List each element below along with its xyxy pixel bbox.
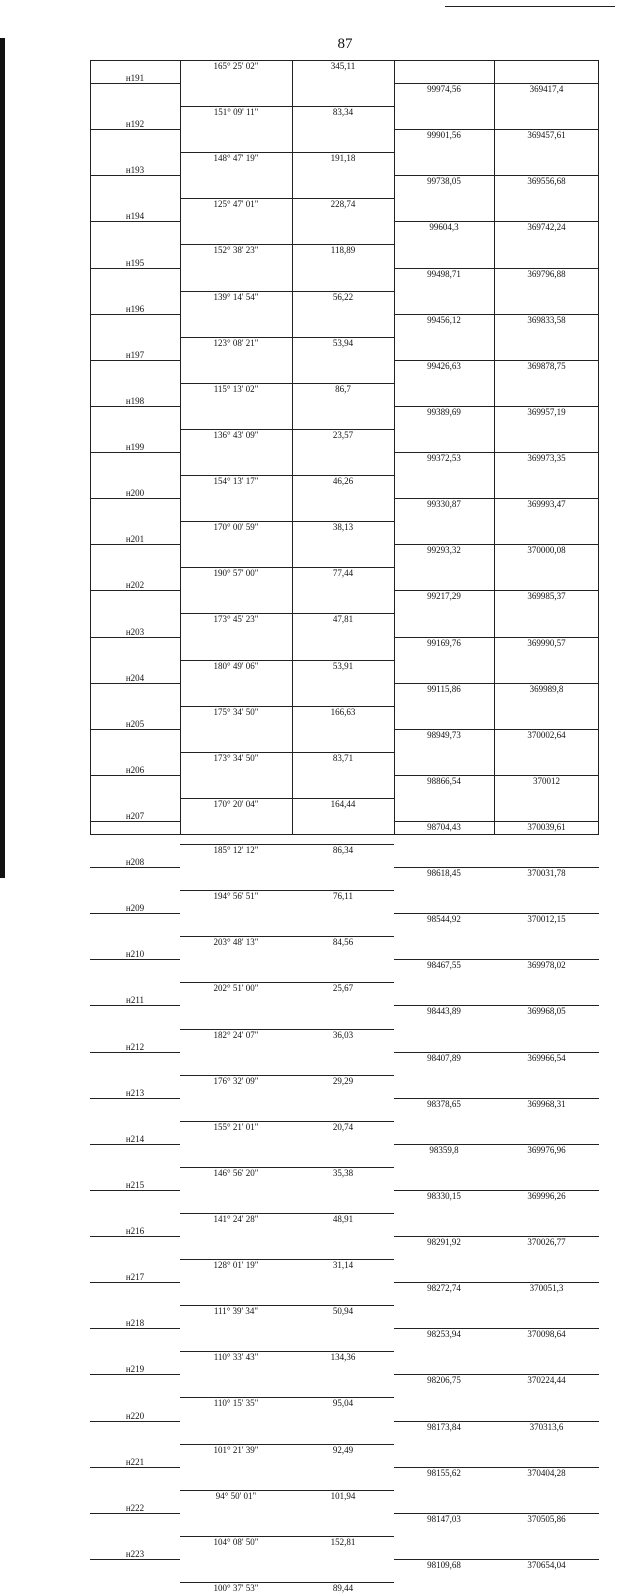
point-name: н195	[125, 257, 145, 268]
distance-value: 38,13	[332, 522, 354, 533]
x-coordinate: 99389,69	[427, 406, 461, 417]
point-name: н222	[125, 1502, 145, 1513]
bearing-value: 155° 21' 01"	[213, 1121, 259, 1132]
point-name: н206	[125, 764, 145, 775]
y-coordinate: 370404,28	[527, 1467, 566, 1478]
bearing-value: 173° 34' 50"	[213, 752, 259, 763]
y-coordinate: 369978,02	[527, 960, 566, 971]
y-coordinate: 369990,57	[527, 637, 566, 648]
distance-value: 47,81	[332, 614, 354, 625]
distance-value: 152,81	[330, 1536, 356, 1547]
distance-value: 25,67	[332, 983, 354, 994]
bearing-value: 136° 43' 09"	[213, 429, 259, 440]
distance-value: 46,26	[332, 476, 354, 487]
x-coordinate: 98467,55	[427, 960, 461, 971]
bearing-value: 173° 45' 23"	[213, 614, 259, 625]
x-coordinate: 99901,56	[427, 130, 461, 141]
column-divider	[180, 60, 181, 835]
x-coordinate: 98704,43	[427, 821, 461, 832]
distance-value: 20,74	[332, 1121, 354, 1132]
point-name: н191	[125, 73, 145, 84]
bearing-value: 110° 15' 35"	[213, 1398, 259, 1409]
distance-value: 48,91	[332, 1214, 354, 1224]
bearing-value: 190° 57' 00"	[213, 568, 259, 579]
distance-value: 84,56	[332, 937, 354, 948]
page-number: 87	[337, 36, 353, 52]
distance-value: 53,91	[332, 660, 354, 671]
y-coordinate: 369833,58	[527, 314, 566, 325]
bearing-value: 176° 32' 09"	[213, 1075, 259, 1086]
point-name: н198	[125, 395, 145, 406]
y-coordinate: 369878,75	[527, 360, 566, 371]
distance-value: 76,11	[333, 891, 353, 902]
x-coordinate: 98206,75	[427, 1375, 461, 1386]
y-coordinate: 369973,35	[527, 453, 566, 464]
point-name: н216	[125, 1226, 145, 1237]
distance-value: 118,89	[330, 245, 356, 256]
point-name: н201	[125, 534, 145, 545]
bearing-value: 100° 37' 53"	[213, 1582, 259, 1593]
distance-value: 36,03	[332, 1029, 354, 1040]
y-coordinate: 369985,37	[527, 591, 566, 602]
distance-value: 23,57	[332, 429, 354, 440]
x-coordinate: 98147,03	[427, 1513, 461, 1524]
y-coordinate: 370012	[533, 775, 560, 786]
x-coordinate: 98253,94	[427, 1329, 461, 1340]
y-coordinate: 370654,04	[527, 1559, 566, 1570]
x-coordinate: 99738,05	[427, 176, 461, 187]
y-coordinate: 370031,78	[527, 868, 566, 879]
x-coordinate: 98866,54	[427, 775, 461, 786]
y-coordinate: 370051,3	[529, 1283, 564, 1294]
point-name: н221	[125, 1456, 145, 1467]
bearing-value: 185° 12' 12"	[213, 845, 259, 856]
distance-value: 86,7	[335, 383, 351, 394]
x-coordinate: 99426,63	[427, 360, 461, 371]
y-coordinate: 369968,31	[527, 1098, 566, 1109]
point-name: н223	[125, 1548, 145, 1559]
x-coordinate: 99330,87	[427, 499, 461, 510]
point-name: н220	[125, 1410, 145, 1421]
point-name: н218	[125, 1318, 145, 1329]
bearing-value: 202° 51' 00"	[213, 983, 259, 994]
bearing-value: 151° 09' 11"	[213, 107, 259, 118]
y-coordinate: 370313,6	[529, 1421, 564, 1432]
bearing-value: 170° 20' 04"	[213, 798, 259, 809]
bearing-value: 194° 56' 51"	[213, 891, 259, 902]
x-coordinate: 99293,32	[427, 545, 461, 556]
distance-value: 83,71	[332, 752, 354, 763]
distance-value: 29,29	[332, 1075, 354, 1086]
x-coordinate: 98949,73	[427, 729, 461, 740]
y-coordinate: 369966,54	[527, 1052, 566, 1063]
point-name: н202	[125, 580, 145, 591]
y-coordinate: 370224,44	[527, 1375, 566, 1386]
y-coordinate: 369968,05	[527, 1006, 566, 1017]
y-coordinate: 370098,64	[527, 1329, 566, 1340]
point-name: н205	[125, 718, 145, 729]
distance-value: 228,74	[330, 199, 356, 210]
bearing-value: 104° 08' 50"	[213, 1536, 259, 1547]
distance-value: 77,44	[332, 568, 354, 579]
y-coordinate: 369796,88	[527, 268, 566, 279]
y-coordinate: 369996,26	[527, 1190, 566, 1201]
point-name: н193	[125, 165, 145, 176]
y-coordinate: 369417,4	[529, 84, 564, 95]
x-coordinate: 98407,89	[427, 1052, 461, 1063]
column-divider	[292, 60, 293, 835]
bearing-value: 175° 34' 50"	[213, 706, 259, 717]
x-coordinate: 99372,53	[427, 453, 461, 464]
point-name: н203	[125, 626, 145, 637]
bearing-value: 203° 48' 13"	[213, 937, 259, 948]
bearing-value: 170° 00' 59"	[213, 522, 259, 533]
bearing-value: 94° 50' 01"	[215, 1490, 257, 1501]
distance-value: 53,94	[332, 337, 354, 348]
y-coordinate: 369556,68	[527, 176, 566, 187]
y-coordinate: 370505,86	[527, 1513, 566, 1524]
point-name: н199	[125, 442, 145, 453]
y-coordinate: 370026,77	[527, 1237, 566, 1248]
bearing-value: 180° 49' 06"	[213, 660, 259, 671]
point-name: н207	[125, 810, 145, 821]
bearing-value: 165° 25' 02"	[213, 61, 259, 71]
y-coordinate: 370039,61	[527, 821, 566, 832]
x-coordinate: 98173,84	[427, 1421, 461, 1432]
y-coordinate: 369457,61	[527, 130, 566, 141]
x-coordinate: 98272,74	[427, 1283, 461, 1294]
y-coordinate: 370012,15	[527, 914, 566, 925]
point-name: н215	[125, 1179, 145, 1190]
y-coordinate: 369976,96	[527, 1144, 566, 1155]
distance-value: 345,11	[330, 61, 356, 71]
distance-value: 50,94	[332, 1306, 354, 1317]
x-coordinate: 98544,92	[427, 914, 461, 925]
header-rule	[445, 6, 615, 7]
x-coordinate: 99456,12	[427, 314, 461, 325]
bearing-value: 125° 47' 01"	[213, 199, 259, 210]
distance-value: 95,04	[332, 1398, 354, 1409]
point-name: н197	[125, 349, 145, 360]
distance-value: 83,34	[332, 107, 354, 118]
bearing-value: 152° 38' 23"	[213, 245, 259, 256]
point-name: н196	[125, 303, 145, 314]
distance-value: 134,36	[330, 1352, 356, 1363]
point-name: н192	[125, 119, 145, 130]
point-name: н209	[125, 903, 145, 914]
bearing-value: 101° 21' 39"	[213, 1444, 259, 1455]
x-coordinate: 98109,68	[427, 1559, 461, 1570]
distance-value: 86,34	[332, 845, 354, 856]
bearing-value: 146° 56' 20"	[213, 1167, 259, 1178]
point-name: н212	[125, 1041, 145, 1052]
x-coordinate: 99169,76	[427, 637, 461, 648]
y-coordinate: 369989,8	[529, 683, 564, 694]
x-coordinate: 98618,45	[427, 868, 461, 879]
distance-value: 92,49	[332, 1444, 354, 1455]
distance-value: 191,18	[330, 153, 356, 164]
bearing-value: 148° 47' 19"	[213, 153, 259, 164]
point-name: н210	[125, 949, 145, 960]
point-name: н194	[125, 211, 145, 222]
bearing-value: 154° 13' 17"	[213, 476, 259, 487]
x-coordinate: 99217,29	[427, 591, 461, 602]
distance-value: 164,44	[330, 798, 356, 809]
scan-edge-bar	[0, 38, 5, 878]
bearing-value: 110° 33' 43"	[213, 1352, 259, 1363]
bearing-value: 111° 39' 34"	[213, 1306, 259, 1317]
point-name: н208	[125, 857, 145, 868]
x-coordinate: 99115,86	[427, 683, 461, 694]
x-coordinate: 98291,92	[427, 1237, 461, 1248]
distance-value: 166,63	[330, 706, 356, 717]
y-coordinate: 369742,24	[527, 222, 566, 233]
bearing-value: 141° 24' 28"	[213, 1214, 259, 1224]
y-coordinate: 369957,19	[527, 406, 566, 417]
distance-value: 56,22	[332, 291, 354, 302]
point-name: н219	[125, 1364, 145, 1375]
x-coordinate: 98443,89	[427, 1006, 461, 1017]
distance-value: 31,14	[332, 1260, 354, 1271]
point-name: н214	[125, 1133, 145, 1144]
x-coordinate: 99498,71	[427, 268, 461, 279]
x-coordinate: 98330,15	[427, 1190, 461, 1201]
x-coordinate: 98155,62	[427, 1467, 461, 1478]
x-coordinate: 98378,65	[427, 1098, 461, 1109]
y-coordinate: 369993,47	[527, 499, 566, 510]
distance-value: 101,94	[330, 1490, 356, 1501]
bearing-value: 128° 01' 19"	[213, 1260, 259, 1271]
point-name: н213	[125, 1087, 145, 1098]
bearing-value: 123° 08' 21"	[213, 337, 259, 348]
bearing-value: 115° 13' 02"	[213, 383, 259, 394]
y-coordinate: 370002,64	[527, 729, 566, 740]
bearing-value: 139° 14' 54"	[213, 291, 259, 302]
y-coordinate: 370000,08	[527, 545, 566, 556]
point-name: н217	[125, 1272, 145, 1283]
x-coordinate: 99974,56	[427, 84, 461, 95]
point-name: н211	[126, 995, 144, 1006]
distance-value: 35,38	[332, 1167, 354, 1178]
bearing-value: 182° 24' 07"	[213, 1029, 259, 1040]
distance-value: 89,44	[332, 1582, 354, 1593]
point-name: н204	[125, 672, 145, 683]
point-name: н200	[125, 488, 145, 499]
x-coordinate: 98359,8	[429, 1144, 459, 1155]
x-coordinate: 99604,3	[429, 222, 459, 233]
